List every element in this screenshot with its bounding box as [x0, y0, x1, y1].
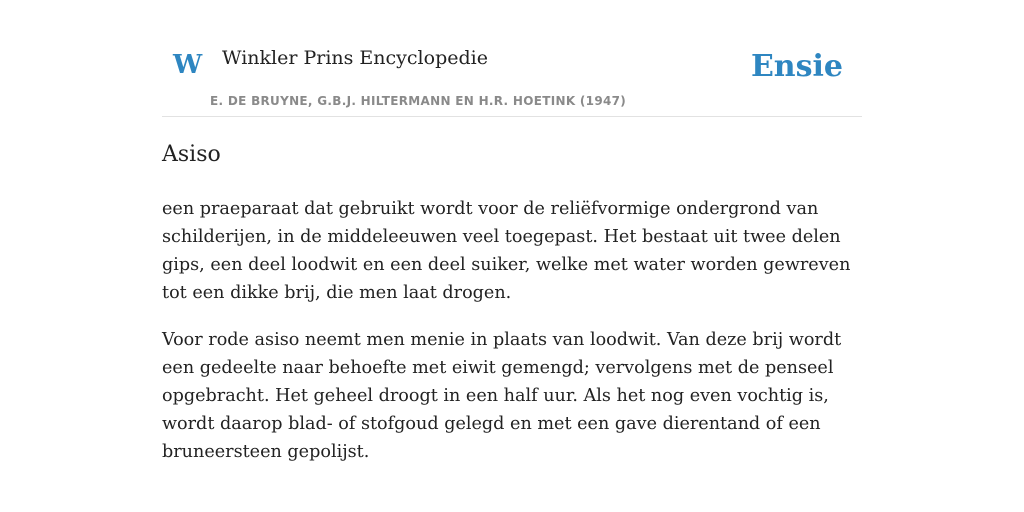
brand-logo[interactable]: Ensie [750, 49, 843, 84]
source-logo[interactable]: W [173, 50, 203, 80]
entry-paragraph: een praeparaat dat gebruikt wordt voor de reliëfvormige ondergrond van schilderijen, in de middeleeuwen veel toegepast. Het bestaat uit twee delen gips, een deel loodwit en een deel suiker, welke met water worden gewreven tot een dikke brij, die men laat drogen. [162, 199, 851, 303]
article [162, 140, 862, 485]
source-header [162, 0, 862, 117]
source-authors: E. DE BRUYNE, G.B.J. HILTERMANN EN H.R. HOETINK (1947) [210, 94, 627, 108]
source-title[interactable]: Winkler Prins Encyclopedie [222, 47, 488, 69]
entry-title: Asiso [162, 142, 221, 167]
entry-paragraph: Voor rode asiso neemt men menie in plaats van loodwit. Van deze brij wordt een gedeelte naar behoefte met eiwit gemengd; vervolgens met de penseel opgebracht. Het geheel droogt in een half uur. Als het nog even vochtig is, wordt daarop blad- of stofgoud gelegd en met een gave dierentand of een bruneersteen gepolijst. [162, 330, 842, 462]
